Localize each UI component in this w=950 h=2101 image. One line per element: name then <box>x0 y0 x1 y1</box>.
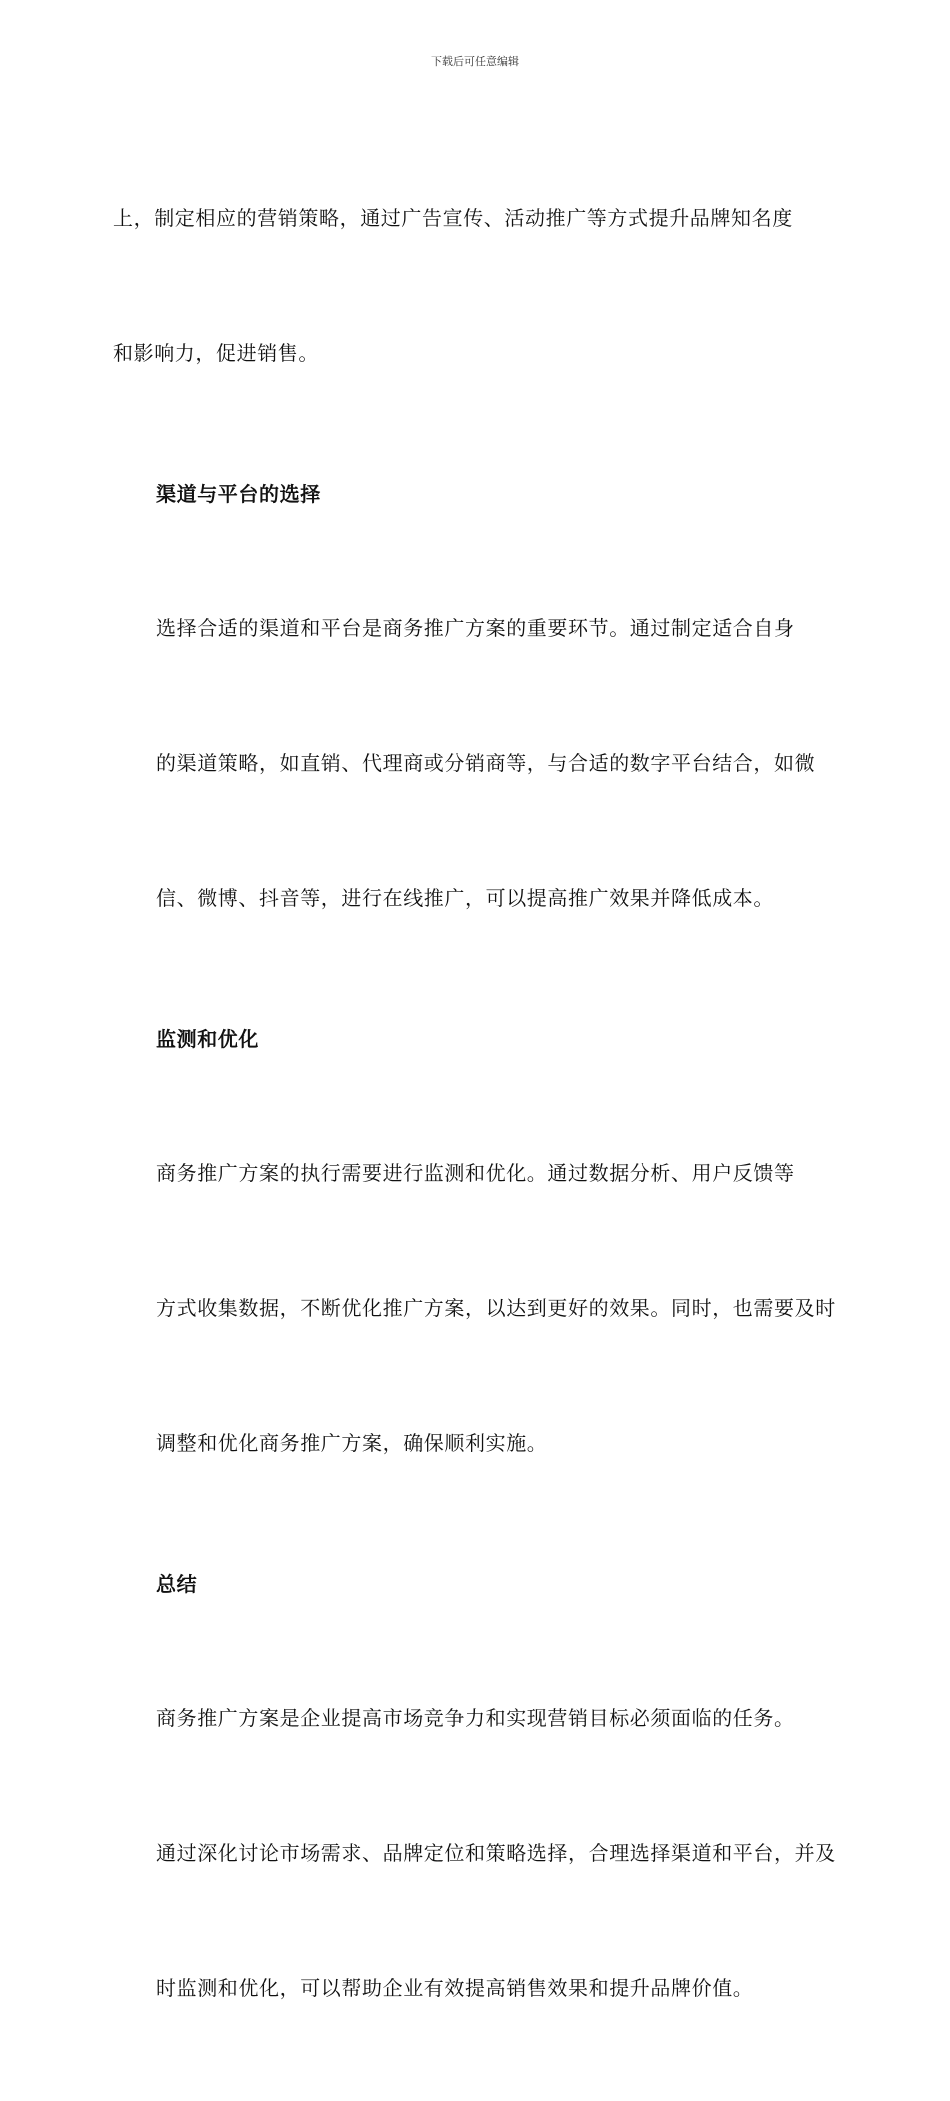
text-line: 的渠道策略，如直销、代理商或分销商等，与合适的数字平台结合，如微 <box>156 751 816 775</box>
text-line: 调整和优化商务推广方案，确保顺利实施。 <box>156 1431 548 1455</box>
text-line: 和影响力，促进销售。 <box>113 341 319 365</box>
text-line: 通过深化讨论市场需求、品牌定位和策略选择，合理选择渠道和平台，并及 <box>156 1841 836 1865</box>
text-line: 上，制定相应的营销策略，通过广告宣传、活动推广等方式提升品牌知名度 <box>113 206 793 230</box>
text-line: 方式收集数据，不断优化推广方案，以达到更好的效果。同时，也需要及时 <box>156 1296 836 1320</box>
text-line: 商务推广方案的执行需要进行监测和优化。通过数据分析、用户反馈等 <box>156 1161 795 1185</box>
page-header: 下载后可任意编辑 <box>431 55 519 68</box>
text-line: 时监测和优化，可以帮助企业有效提高销售效果和提升品牌价值。 <box>156 1976 754 2000</box>
text-line: 商务推广方案是企业提高市场竞争力和实现营销目标必须面临的任务。 <box>156 1706 795 1730</box>
section-heading-channels: 渠道与平台的选择 <box>156 482 321 506</box>
paragraph-intro-continuation <box>113 106 837 466</box>
text-line: 信、微博、抖音等，进行在线推广，可以提高推广效果并降低成本。 <box>156 886 774 910</box>
text-line: 选择合适的渠道和平台是商务推广方案的重要环节。通过制定适合自身 <box>156 616 795 640</box>
paragraph-monitoring <box>113 1061 837 1556</box>
paragraph-channels <box>113 516 837 1011</box>
section-heading-summary: 总结 <box>156 1572 198 1596</box>
paragraph-summary <box>113 1606 837 2101</box>
section-heading-monitoring: 监测和优化 <box>156 1027 259 1051</box>
document-body <box>113 106 837 2101</box>
